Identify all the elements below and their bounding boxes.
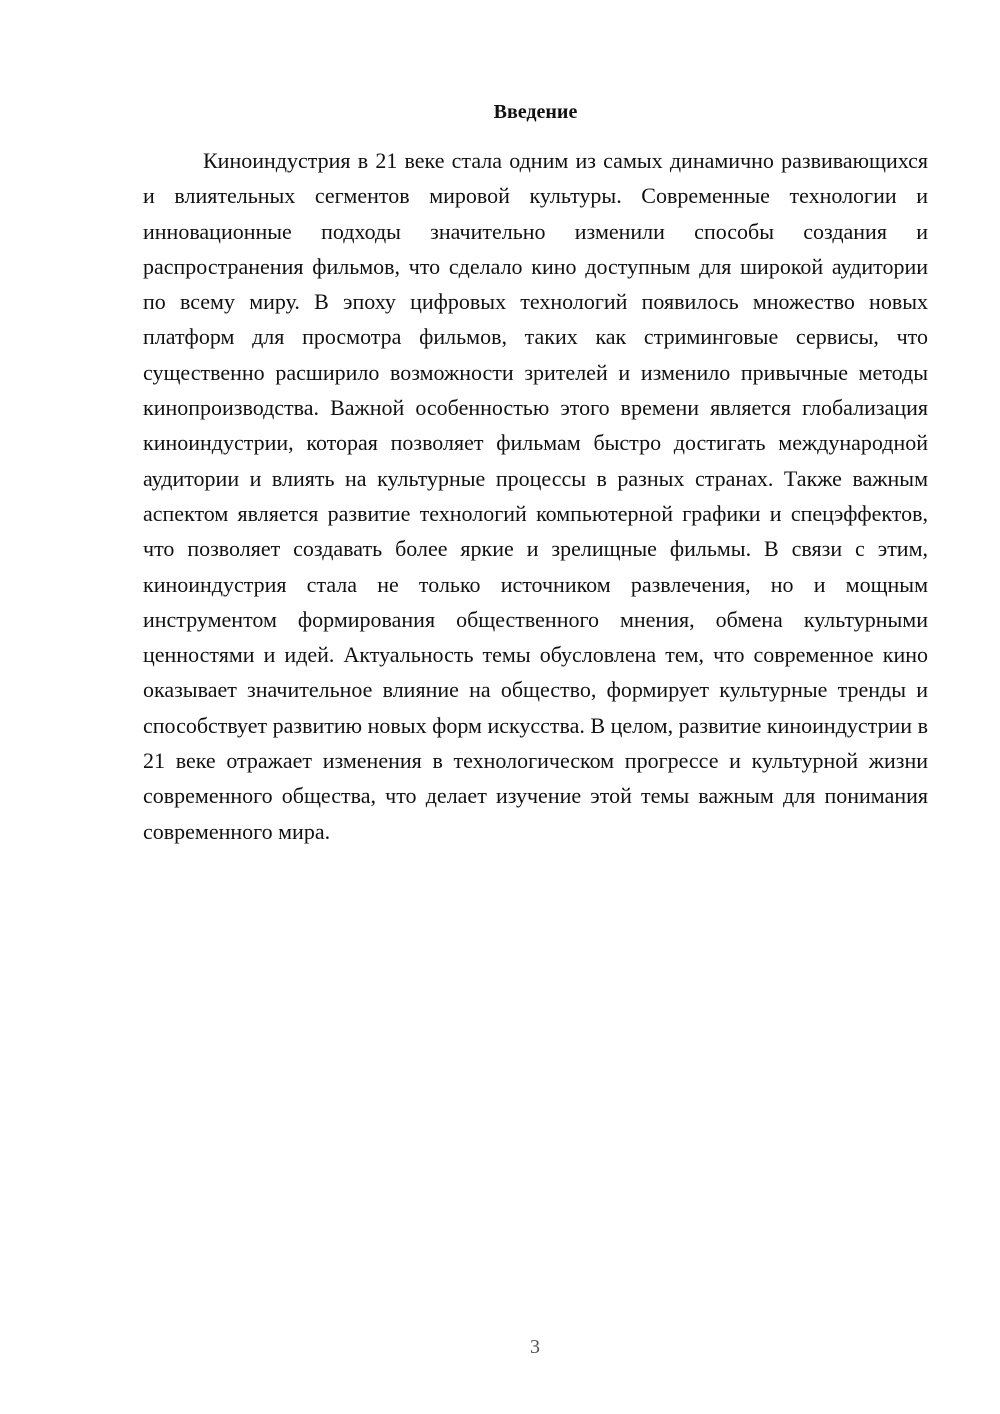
section-heading: Введение: [493, 101, 578, 123]
body-paragraph: Киноиндустрия в 21 веке стала одним из самых динамично развивающихся и влиятельных сегментов мировой культуры. Современные технологии и инновационные подходы значительно изменили способы создания и распространения фильмов, что сделало кино доступным для широкой аудитории по всему миру. В эпоху цифровых технологий появилось множество новых платформ для просмотра фильмов, таких как стриминговые сервисы, что существенно расширило возможности зрителей и изменило привычные методы кинопроизводства. Важной особенностью этого времени является глобализация киноиндустрии, которая позволяет фильмам быстро достигать международной аудитории и влиять на культурные процессы в разных странах. Также важным аспектом является развитие технологий компьютерной графики и спецэффектов, что позволяет создавать более яркие и зрелищные фильмы. В связи с этим, киноиндустрия стала не только источником развлечения, но и мощным инструментом формирования общественного мнения, обмена культурными ценностями и идей. Актуальность темы обусловлена тем, что современное кино оказывает значительное влияние на общество, формирует культурные тренды и способствует развитию новых форм искусства. В целом, развитие киноиндустрии в 21 веке отражает изменения в технологическом прогрессе и культурной жизни современного общества, что делает изучение этой темы важным для понимания современного мира.: [143, 148, 928, 844]
page-number: 3: [530, 1336, 540, 1358]
